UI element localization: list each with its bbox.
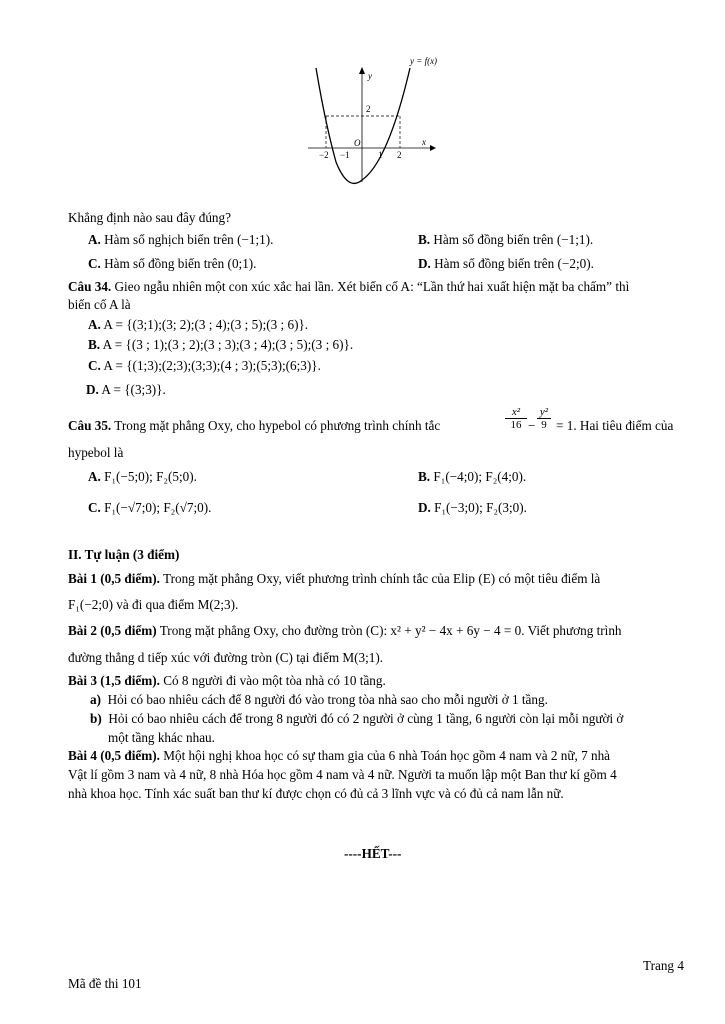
part2-heading: II. Tự luận (3 điểm) [68, 547, 180, 562]
bai4-line2: Vật lí gồm 3 nam và 4 nữ, 8 nhà Hóa học gồm 4 nam và 4 nữ. Người ta muốn lập một Ban thư kí gồm 4 [68, 767, 617, 782]
origin-label: O [354, 138, 361, 148]
q35-minus: − [528, 418, 536, 433]
q35-option-b: B. F₁(−4;0); F₂(4;0). [418, 469, 527, 484]
q34-option-a: A. A = {(3;1);(3; 2);(3 ; 4);(3 ; 5);(3 ; 6)}. [88, 317, 309, 332]
func-label: y = f(x) [410, 56, 438, 66]
q35-option-d: D. F₁(−3;0); F₂(3;0). [418, 500, 527, 515]
x-tick-2: 2 [397, 150, 402, 160]
q33-option-a: A. Hàm số nghịch biến trên (−1;1). [88, 232, 274, 247]
parabola-curve [316, 68, 410, 183]
bai1-line2: F₁(−2;0) và đi qua điểm M(2;3). [68, 597, 239, 612]
x-tick-1: 1 [378, 150, 383, 160]
q34-stem-line2: biến cố A là [68, 297, 131, 312]
bai3-line: Bài 3 (1,5 điểm). Có 8 người đi vào một tòa nhà có 10 tầng. [68, 673, 386, 688]
q35-frac2-den: 9 [541, 419, 547, 431]
bai4-line3: nhà khoa học. Tính xác suất ban thư kí được chọn có đủ cả 3 lĩnh vực và có đủ cả nam lẫn nữ. [68, 786, 564, 801]
q35-frac1-num: x² [505, 406, 527, 419]
q33-option-b: B. Hàm số đồng biến trên (−1;1). [418, 232, 594, 247]
bai3-part-b-line1: b) Hỏi có bao nhiêu cách để trong 8 người đó có 2 người ở cùng 1 tầng, 6 người còn lại mỗi người ở [90, 711, 624, 726]
q35-frac2-num: y² [537, 406, 551, 419]
q35-option-c: C. F₁(−√7;0); F₂(√7;0). [88, 500, 212, 515]
q34-stem-line1: Câu 34. Gieo ngẫu nhiên một con xúc xắc hai lần. Xét biến cố A: “Lần thứ hai xuất hiện mặt ba chấm” thì [68, 279, 630, 294]
bai2-line2: đường thẳng d tiếp xúc với đường tròn (C) tại điểm M(3;1). [68, 650, 384, 665]
q34-option-c: C. A = {(1;3);(2;3);(3;3);(4 ; 3);(5;3);(6;3)}. [88, 358, 321, 373]
q34-option-b: B. A = {(3 ; 1);(3 ; 2);(3 ; 3);(3 ; 4);(3 ; 5);(3 ; 6)}. [88, 337, 354, 352]
bai1-line1: Bài 1 (0,5 điểm). Trong mặt phẳng Oxy, viết phương trình chính tắc của Elip (E) có một tiêu điểm là [68, 571, 601, 586]
q35-option-a: A. F₁(−5;0); F₂(5;0). [88, 469, 197, 484]
q33-option-c: C. Hàm số đồng biến trên (0;1). [88, 256, 257, 271]
end-mark: ----HẾT--- [344, 846, 402, 861]
x-tick-neg2: −2 [319, 150, 329, 160]
q35-frac2 [537, 406, 551, 431]
x-tick-neg1: −1 [340, 150, 350, 160]
q33-option-d: D. Hàm số đồng biến trên (−2;0). [418, 256, 594, 271]
bai4-line1: Bài 4 (0,5 điểm). Một hội nghị khoa học có sự tham gia của 6 nhà Toán học gồm 4 nam và 2 nữ, 7 nhà [68, 748, 611, 763]
function-graph [300, 52, 450, 192]
q35-frac1 [505, 406, 527, 431]
x-axis-label: x [422, 137, 426, 147]
y-axis-label: y [368, 71, 372, 81]
q35-eq-tail: = 1. Hai tiêu điểm của [556, 418, 674, 433]
q34-option-d: D. A = {(3;3)}. [86, 382, 166, 397]
q35-stem-line1: Câu 35. Trong mặt phẳng Oxy, cho hypebol có phương trình chính tắc [68, 418, 441, 433]
bai2-line1: Bài 2 (0,5 điểm) Trong mặt phẳng Oxy, cho đường tròn (C): x² + y² − 4x + 6y − 4 = 0. Viết phương trình [68, 623, 622, 638]
q35-stem-line2: hypebol là [68, 445, 124, 460]
exam-code: Mã đề thi 101 [68, 976, 142, 991]
q33-stem: Khẳng định nào sau đây đúng? [68, 210, 231, 225]
y-tick-2: 2 [366, 104, 371, 114]
q35-frac1-den: 16 [510, 419, 522, 431]
bai3-part-b-line2: một tầng khác nhau. [108, 730, 215, 745]
page-number: Trang 4 [643, 958, 684, 973]
bai3-part-a: a) Hỏi có bao nhiêu cách để 8 người đó vào trong tòa nhà sao cho mỗi người ở 1 tầng. [90, 692, 548, 707]
